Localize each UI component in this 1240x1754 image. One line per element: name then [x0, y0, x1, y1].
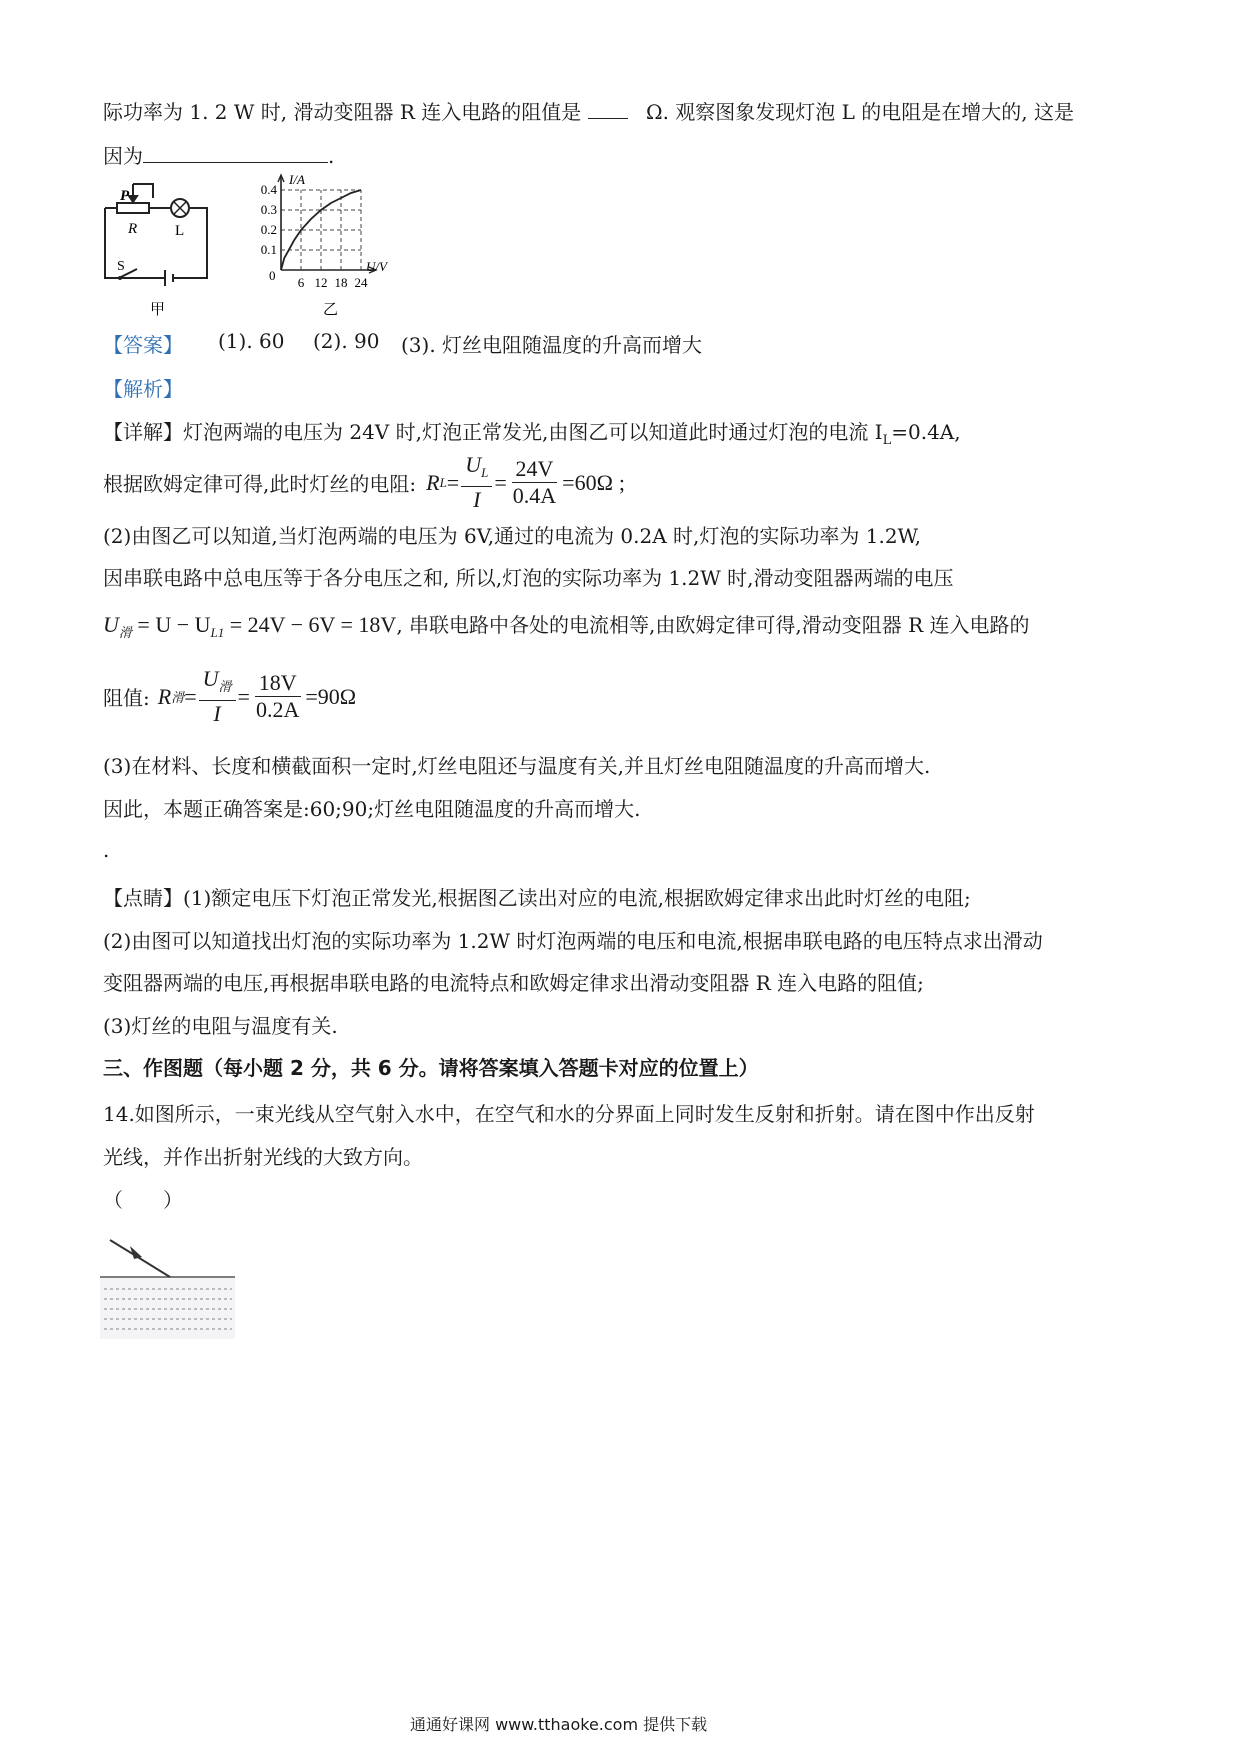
- chart-grid: [281, 190, 361, 270]
- detail-dot: .: [103, 838, 110, 862]
- detail-sub-l: L: [882, 433, 892, 448]
- label-l: L: [175, 223, 185, 239]
- answer-blank-1: [588, 100, 628, 119]
- switch-symbol: [105, 269, 165, 278]
- q13-line1-b: Ω. 观察图象发现灯泡 L 的电阻是在增大的, 这是: [646, 100, 1075, 124]
- comment-line-2: (2)由图可以知道找出灯泡的实际功率为 1.2W 时灯泡两端的电压和电流,根据串联电路的电压特点求出滑动: [103, 929, 1043, 953]
- y-axis-label: I/A: [289, 172, 305, 187]
- q13-line2-end: .: [328, 144, 335, 168]
- detail-tag: 【详解】: [103, 420, 183, 444]
- section-heading: 三、作图题（每小题 2 分，共 6 分。请将答案填入答题卡对应的位置上）: [103, 1056, 759, 1080]
- x-tick-label: 6: [297, 275, 305, 290]
- detail-line-6: [103, 666, 356, 727]
- q13-line1-a: 际功率为 1. 2 W 时, 滑动变阻器 R 连入电路的阻值是: [103, 100, 582, 124]
- detail-line-5: [103, 609, 1030, 641]
- origin-label: 0: [269, 268, 276, 283]
- q14-line-2: 光线，并作出折射光线的大致方向。: [103, 1145, 423, 1169]
- q13-line2: [103, 140, 334, 169]
- battery-symbol: [165, 270, 173, 286]
- x-tick-label: 12: [314, 275, 328, 290]
- y-tick-label: 0.2: [260, 222, 277, 237]
- chart-ticks: [261, 182, 368, 290]
- q14-answer-paren: （ ）: [103, 1188, 183, 1212]
- y-tick-label: 0.3: [260, 202, 277, 217]
- comment-line-3: 变阻器两端的电压,再根据串联电路的电流特点和欧姆定律求出滑动变阻器 R 连入电路的阻值;: [103, 971, 924, 995]
- refraction-figure: [100, 1232, 240, 1342]
- x-tick-label: 18: [334, 275, 348, 290]
- equation-3: R 滑 = $\frac{U_滑}{I}$ = $\frac{18V}{0.2A}$ =90Ω: [157, 666, 357, 726]
- y-tick-label: 0.1: [260, 242, 277, 257]
- q13-line1: [103, 96, 1074, 125]
- label-s: S: [117, 259, 125, 274]
- answer-row: [103, 329, 703, 358]
- comment-tag: 【点睛】: [103, 886, 183, 910]
- rheostat-symbol: [117, 203, 149, 213]
- answer-tag: 【答案】: [103, 333, 183, 357]
- label-r: R: [128, 221, 138, 237]
- y-tick-label: 0.4: [260, 182, 277, 197]
- detail-text-6: 阻值:: [103, 686, 150, 710]
- detail-line-3: (2)由图乙可以知道,当灯泡两端的电压为 6V,通过的电流为 0.2A 时,灯泡的实际功率为 1.2W,: [103, 524, 921, 548]
- incident-ray: [110, 1240, 170, 1277]
- slider-arrow: [129, 196, 137, 202]
- comment-line-4: (3)灯丝的电阻与温度有关.: [103, 1014, 338, 1038]
- equation-1: R L = $\frac{U_L}{I}$ = $\frac{24V}{0.4A}$ =60Ω ;: [426, 452, 626, 512]
- answer-1: (1). 60: [218, 329, 285, 353]
- comment-line-1: [103, 882, 971, 911]
- detail-text-5: , 串联电路中各处的电流相等,由欧姆定律可得,滑动变阻器 R 连入电路的: [396, 613, 1030, 637]
- label-p: P: [120, 188, 130, 204]
- circuit-diagram: [95, 178, 220, 318]
- water-region: [100, 1277, 235, 1339]
- x-tick-label: 24: [354, 275, 368, 290]
- answer-2: (2). 90: [313, 329, 380, 353]
- answer-blank-2: [143, 144, 328, 163]
- detail-text-1-end: =0.4A,: [891, 420, 961, 444]
- detail-line-2: [103, 452, 625, 513]
- analysis-tag: 【解析】: [103, 377, 183, 401]
- detail-line-4: 因串联电路中总电压等于各分电压之和, 所以,灯泡的实际功率为 1.2W 时,滑动变阻器两端的电压: [103, 566, 954, 590]
- circuit-caption: 甲: [150, 302, 166, 318]
- chart-series-line: [281, 190, 361, 270]
- comment-text-1: (1)额定电压下灯泡正常发光,根据图乙读出对应的电流,根据欧姆定律求出此时灯丝的电阻;: [183, 886, 971, 910]
- detail-line-7: (3)在材料、长度和横截面积一定时,灯丝电阻还与温度有关,并且灯丝电阻随温度的升高而增大.: [103, 754, 931, 778]
- detail-text-2: 根据欧姆定律可得,此时灯丝的电阻:: [103, 472, 417, 496]
- detail-text-1: 灯泡两端的电压为 24V 时,灯泡正常发光,由图乙可以知道此时通过灯泡的电流 I: [183, 420, 883, 444]
- answer-3: (3). 灯丝电阻随温度的升高而增大: [401, 333, 703, 357]
- x-axis-label: U/V: [366, 259, 387, 274]
- graph-caption: 乙: [323, 302, 339, 318]
- q13-line2-label: 因为: [103, 144, 143, 168]
- detail-line-8: 因此，本题正确答案是:60;90;灯丝电阻随温度的升高而增大.: [103, 797, 641, 821]
- detail-line-1: [103, 416, 961, 448]
- equation-2: $U_滑 = U - U_{L1} = 24V - 6V = 18V$: [103, 612, 397, 640]
- q14-line-1: 14.如图所示，一束光线从空气射入水中，在空气和水的分界面上同时发生反射和折射。请在图中作出反射: [103, 1102, 1035, 1126]
- page-footer: 通通好课网 www.tthaoke.com 提供下载: [410, 1715, 708, 1734]
- iu-chart: [255, 168, 425, 318]
